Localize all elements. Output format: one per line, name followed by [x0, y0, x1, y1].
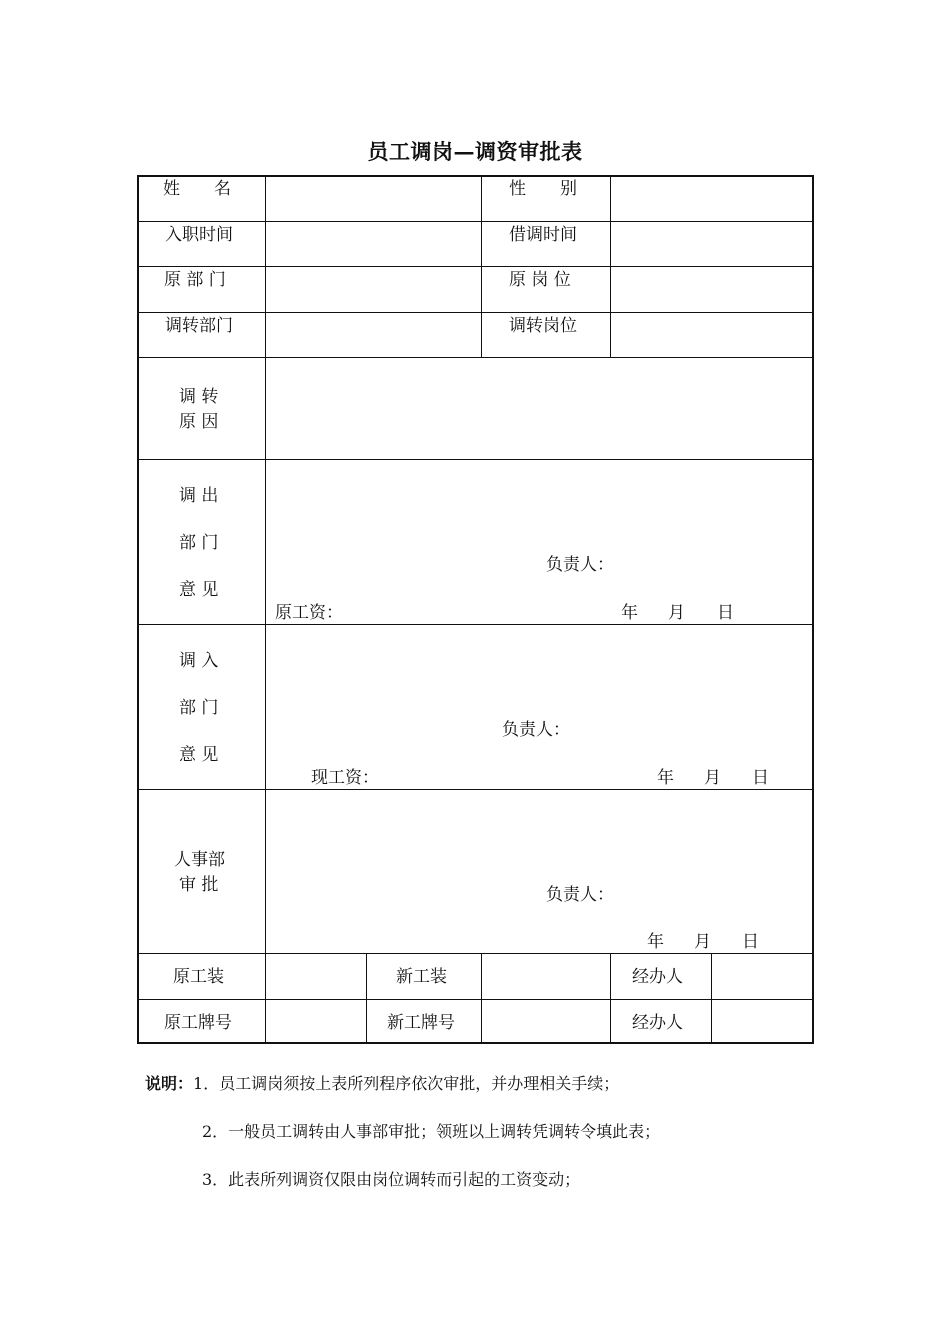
badge-handler-label: 经办人: [632, 1013, 683, 1033]
row-divider: [137, 624, 814, 625]
notes-line1: [145, 1071, 619, 1094]
name-field[interactable]: [267, 177, 480, 220]
new-badge-field[interactable]: [483, 1001, 609, 1043]
new-post-label: 调转岗位: [509, 316, 577, 336]
in-dept-day: 日: [752, 768, 769, 788]
note-item-3: 3．此表所列调资仅限由岗位调转而引起的工资变动；: [202, 1170, 581, 1189]
notes-line3: [202, 1167, 580, 1190]
out-dept-year: 年: [621, 603, 638, 623]
in-dept-label-line3: 意 见: [179, 745, 219, 765]
column-divider: [366, 953, 367, 1044]
hr-approval-field[interactable]: [267, 791, 812, 952]
hr-responsible: 负责人：: [546, 885, 614, 905]
reason-field[interactable]: [267, 359, 812, 458]
row-divider: [137, 221, 814, 222]
gender-label: 性 别: [509, 179, 577, 199]
notes-line2: [202, 1119, 660, 1142]
out-dept-month: 月: [668, 603, 685, 623]
uniform-handler-label: 经办人: [632, 967, 683, 987]
hire-date-field[interactable]: [267, 223, 480, 265]
in-dept-opinion-field[interactable]: [267, 626, 812, 788]
orig-post-label: 原 岗 位: [509, 270, 571, 290]
column-divider: [610, 175, 611, 358]
hr-year: 年: [647, 932, 664, 952]
in-dept-month: 月: [704, 768, 721, 788]
name-label: 姓 名: [163, 179, 231, 199]
reason-label-line1: 调 转: [179, 387, 219, 407]
column-divider: [481, 175, 482, 358]
out-dept-salary-label: 原工资：: [275, 603, 343, 623]
column-divider: [711, 953, 712, 1044]
in-dept-label-line1: 调 入: [179, 651, 219, 671]
out-dept-opinion-field[interactable]: [267, 461, 812, 623]
hr-day: 日: [742, 932, 759, 952]
orig-badge-field[interactable]: [267, 1001, 365, 1043]
orig-dept-field[interactable]: [267, 268, 480, 311]
gender-field[interactable]: [612, 177, 812, 220]
new-dept-label: 调转部门: [165, 316, 233, 336]
row-divider: [137, 953, 814, 954]
out-dept-label-line3: 意 见: [179, 580, 219, 600]
note-item-2: 2．一般员工调转由人事部审批；领班以上调转凭调转令填此表；: [202, 1122, 661, 1141]
orig-dept-label: 原 部 门: [164, 270, 226, 290]
row-divider: [137, 266, 814, 267]
new-uniform-field[interactable]: [483, 955, 609, 998]
new-post-field[interactable]: [612, 314, 812, 356]
column-divider: [610, 953, 611, 1044]
orig-uniform-field[interactable]: [267, 955, 365, 998]
out-dept-responsible: 负责人：: [546, 555, 614, 575]
hr-label-line2: 审 批: [179, 875, 219, 895]
note-item-1: 1．员工调岗须按上表所列程序依次审批，并办理相关手续；: [193, 1074, 620, 1093]
in-dept-responsible: 负责人：: [502, 720, 570, 740]
hr-month: 月: [694, 932, 711, 952]
badge-handler-field[interactable]: [713, 1001, 812, 1043]
orig-post-field[interactable]: [612, 268, 812, 311]
reason-label-line2: 原 因: [179, 412, 219, 432]
orig-badge-label: 原工牌号: [164, 1013, 232, 1033]
loan-date-field[interactable]: [612, 223, 812, 265]
new-dept-field[interactable]: [267, 314, 480, 356]
out-dept-label-line2: 部 门: [179, 533, 219, 553]
column-divider: [481, 953, 482, 1044]
in-dept-year: 年: [657, 768, 674, 788]
new-badge-label: 新工牌号: [387, 1013, 455, 1033]
loan-date-label: 借调时间: [509, 225, 577, 245]
row-divider: [137, 789, 814, 790]
in-dept-label-line2: 部 门: [179, 698, 219, 718]
new-uniform-label: 新工装: [396, 967, 447, 987]
row-divider: [137, 999, 814, 1000]
notes-label: 说明：: [145, 1074, 194, 1093]
out-dept-day: 日: [717, 603, 734, 623]
form-title: 员工调岗—调资审批表: [367, 139, 583, 164]
row-divider: [137, 459, 814, 460]
orig-uniform-label: 原工装: [173, 967, 224, 987]
column-divider: [265, 175, 266, 1044]
row-divider: [137, 357, 814, 358]
in-dept-salary-label: 现工资：: [311, 768, 379, 788]
row-divider: [137, 312, 814, 313]
hire-date-label: 入职时间: [165, 225, 233, 245]
out-dept-label-line1: 调 出: [179, 486, 219, 506]
uniform-handler-field[interactable]: [713, 955, 812, 998]
hr-label-line1: 人事部: [174, 850, 225, 870]
